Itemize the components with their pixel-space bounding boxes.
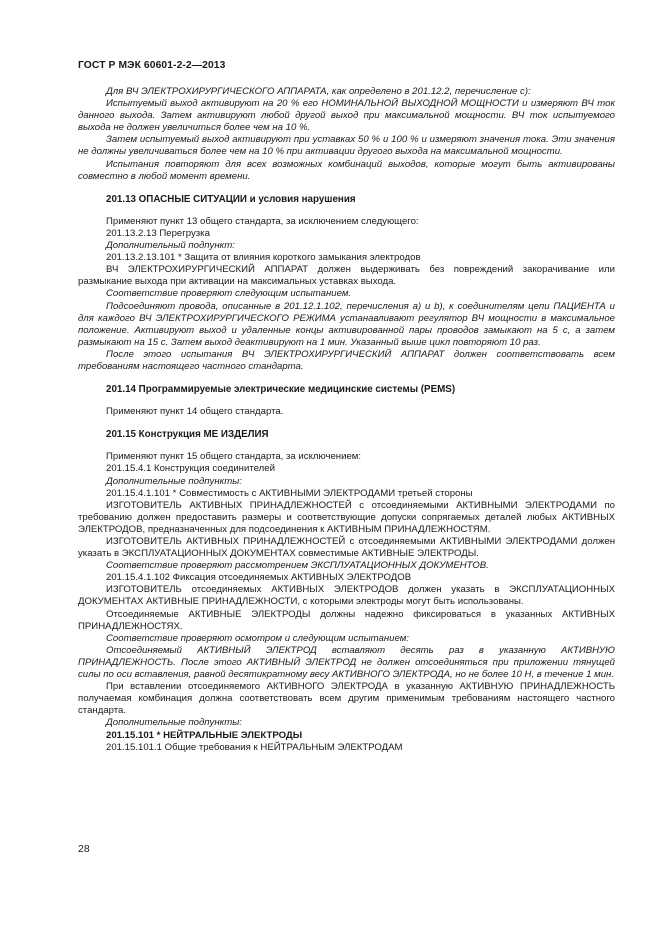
subclause-heading: 201.15.4.1.101 * Совместимость с АКТИВНЫМИ ЭЛЕКТРОДАМИ третьей стороны xyxy=(106,487,473,499)
section-heading-201-15: 201.15 Конструкция МЕ ИЗДЕЛИЯ xyxy=(106,429,269,441)
paragraph: После этого испытания ВЧ ЭЛЕКТРОХИРУРГИЧЕСКИЙ АППАРАТ должен соответствовать всем требованиям настоящего частного стандарта. xyxy=(78,348,615,372)
document-header: ГОСТ Р МЭК 60601-2-2—2013 xyxy=(78,60,226,71)
additional-subclause-label: Дополнительный подпункт: xyxy=(106,240,235,252)
paragraph: Для ВЧ ЭЛЕКТРОХИРУРГИЧЕСКОГО АППАРАТА, как определено в 201.12.2, перечисление с): xyxy=(106,86,531,97)
additional-subclause-label: Дополнительные подпункты: xyxy=(106,717,242,729)
paragraph: Затем испытуемый выход активируют при уставках 50 % и 100 % и измеряют значения тока. Эти значения не должны увеличиваться более чем на 10 % при активации другого выхода на максимальной мощности. xyxy=(78,134,615,158)
paragraph: Подсоединяют провода, описанные в 201.12.1.102, перечисления а) и b), к соединителям цепи ПАЦИЕНТА и для каждого ВЧ ЭЛЕКТРОХИРУРГИЧЕСКОГО РЕЖИМА устанавливают регулятор ВЧ мощности в максимальное положение. Активируют выход и удаленные концы активированной пары проводов замыкают на 5 с, а затем размыкают на 15 с. Затем выход деактивируют на 1 мин. Указанный выше цикл повторяют 10 раз. xyxy=(78,300,615,348)
compliance-statement: Соответствие проверяют следующим испытанием. xyxy=(106,288,352,300)
paragraph: Применяют пункт 13 общего стандарта, за исключением следующего: xyxy=(106,215,419,227)
subclause-heading-bold: 201.15.101 * НЕЙТРАЛЬНЫЕ ЭЛЕКТРОДЫ xyxy=(106,729,303,741)
paragraph: Отсоединяемые АКТИВНЫЕ ЭЛЕКТРОДЫ должны надежно фиксироваться в указанных АКТИВНЫХ ПРИНАДЛЕЖНОСТЯХ. xyxy=(78,608,615,632)
section-heading-201-14: 201.14 Программируемые электрические медицинские системы (PEMS) xyxy=(106,384,456,396)
additional-subclause-label: Дополнительные подпункты: xyxy=(106,475,242,487)
page-body xyxy=(78,86,615,754)
page-number: 28 xyxy=(78,843,90,855)
subclause-heading: 201.15.4.1 Конструкция соединителей xyxy=(106,463,275,475)
subclause-heading: 201.15.101.1 Общие требования к НЕЙТРАЛЬНЫМ ЭЛЕКТРОДАМ xyxy=(106,741,403,753)
paragraph: ИЗГОТОВИТЕЛЬ АКТИВНЫХ ПРИНАДЛЕЖНОСТЕЙ с отсоединяемыми АКТИВНЫМИ ЭЛЕКТРОДАМИ по требованию должен предоставить размеры и соответствующие допуски сопрягаемых деталей любых АКТИВНЫХ ЭЛЕКТРОДОВ, предназначенных для подсоединения к АКТИВНЫМ ПРИНАДЛЕЖНОСТЯМ. xyxy=(78,499,615,535)
subclause-heading: 201.15.4.1.102 Фиксация отсоединяемых АКТИВНЫХ ЭЛЕКТРОДОВ xyxy=(106,572,412,584)
section-heading-201-13: 201.13 ОПАСНЫЕ СИТУАЦИИ и условия нарушения xyxy=(106,193,356,205)
paragraph: При вставлении отсоединяемого АКТИВНОГО ЭЛЕКТРОДА в указанную АКТИВНУЮ ПРИНАДЛЕЖНОСТЬ получаемая комбинация должна соответствовать всем другим применимым требованиям настоящего частного стандарта. xyxy=(78,681,615,717)
paragraph: ИЗГОТОВИТЕЛЬ отсоединяемых АКТИВНЫХ ЭЛЕКТРОДОВ должен указать в ЭКСПЛУАТАЦИОННЫХ ДОКУМЕНТАХ АКТИВНЫЕ ПРИНАДЛЕЖНОСТИ, с которыми электроды могут быть использованы. xyxy=(78,584,615,608)
paragraph: Применяют пункт 14 общего стандарта. xyxy=(106,406,284,418)
subclause-heading: 201.13.2.13 Перегрузка xyxy=(106,227,210,239)
paragraph: Испытуемый выход активируют на 20 % его НОМИНАЛЬНОЙ ВЫХОДНОЙ МОЩНОСТИ и измеряют ВЧ ток данного выхода. Затем активируют любой другой выход при максимальной мощности. ВЧ ток испытуемого выхода не должен увеличиться более чем на 10 %. xyxy=(78,98,615,134)
subclause-heading: 201.13.2.13.101 * Защита от влияния короткого замыкания электродов xyxy=(106,252,421,264)
paragraph: Испытания повторяют для всех возможных комбинаций выходов, которые могут быть активированы совместно в любой момент времени. xyxy=(78,158,615,182)
compliance-statement: Соответствие проверяют рассмотрением ЭКСПЛУАТАЦИОННЫХ ДОКУМЕНТОВ. xyxy=(106,560,489,572)
paragraph: Применяют пункт 15 общего стандарта, за исключением: xyxy=(106,451,362,463)
paragraph: Отсоединяемый АКТИВНЫЙ ЭЛЕКТРОД вставляют десять раз в указанную АКТИВНУЮ ПРИНАДЛЕЖНОСТЬ. После этого АКТИВНЫЙ ЭЛЕКТРОД не должен отсоединяться при приложении тянущей силы по оси вставления, равной десятикратному весу АКТИВНОГО ЭЛЕКТРОДА, но не более 10 Н, в течение 1 мин. xyxy=(78,644,615,681)
paragraph: ИЗГОТОВИТЕЛЬ АКТИВНЫХ ПРИНАДЛЕЖНОСТЕЙ с отсоединяемыми АКТИВНЫМИ ЭЛЕКТРОДАМИ должен указать в ЭКСПЛУАТАЦИОННЫХ ДОКУМЕНТАХ совместимые АКТИВНЫЕ ЭЛЕКТРОДЫ. xyxy=(78,536,615,560)
paragraph: ВЧ ЭЛЕКТРОХИРУРГИЧЕСКИЙ АППАРАТ должен выдерживать без повреждений закорачивание или размыкание выхода при активации на максимальных уставках выхода. xyxy=(78,264,615,288)
compliance-statement: Соответствие проверяют осмотром и следующим испытанием: xyxy=(106,632,409,644)
